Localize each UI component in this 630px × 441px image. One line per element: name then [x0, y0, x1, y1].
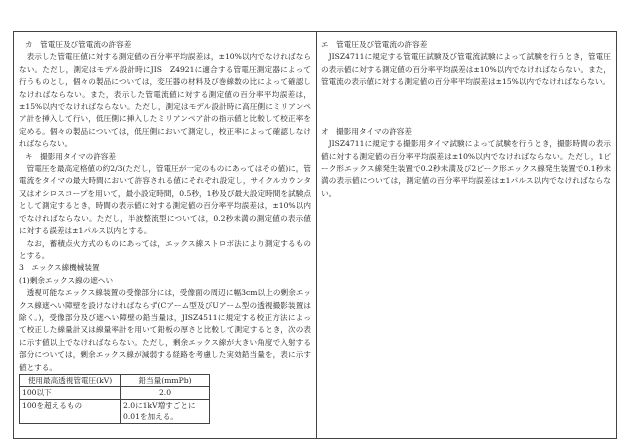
section-o-heading: オ 撮影用タイマの許容差 — [321, 126, 412, 136]
table-cell-lead: 2.0に1kV増すごとに0.01を加える。 — [121, 399, 210, 423]
right-column — [321, 39, 611, 200]
table-header-row — [20, 374, 210, 387]
spacer — [321, 113, 611, 125]
section-ki-note: なお，蓄積点火方式のものにあっては，エックス線ストロボ法により測定するものとする。 — [19, 238, 311, 260]
section-e-body: JISZ4711に規定する管電圧試験及び管電流試験によって試験を行うとき，管電圧の表示値に対する測定値の百分率平均誤差は±10%以内でなければならない。また，管電流の表示値に対する測定値の百分率平均誤差は±15%以内でなければならない。 — [321, 52, 611, 87]
spacer — [321, 101, 611, 113]
section-3-heading: 3 エックス線機械装置 — [19, 263, 100, 273]
table-cell-lead: 2.0 — [121, 387, 210, 400]
section-3-subheading: (1)剰余エックス線の遮へい — [19, 275, 114, 285]
section-e-heading: エ 管電圧及び管電流の許容差 — [321, 40, 428, 49]
section-3-body: 透視可能なエックス線装置の受像部分には，受像面の周辺に幅3cm以上の剰余エックス線遮へい障壁を設けなければならず(Cアーム型及びUアーム型の透視撮影装置は除く。)，受像部分及び遮へい障壁の鉛当量は，JISZ4511に規定する校正方法によって校正した線量計又は線量率計を用いて鉛板の厚さと比較して測定するとき，次の表に示す値以上でなければならない。ただし，剰余エックス線が大きい角度で入射する部分については，剰余エックス線が減弱する経路を考慮した実効鉛当量を，表に示す値とする。 — [19, 288, 311, 372]
section-o-body: JISZ4711に規定する撮影用タイマ試験によって試験を行うとき，撮影時間の表示値に対する測定値の百分率平均誤差は±10%以内でなければならない。ただし，1ピーク形エックス線発生装置で0.2秒未満及び2ピーク形エックス線発生装置で0.1秒未満の表示値については，測定値の百分率平均誤差は±1パルス以内でなければならない。 — [321, 139, 611, 198]
table-header-lead: 鉛当量(mmPb) — [121, 374, 210, 387]
left-column — [19, 39, 311, 424]
table-header-voltage: 使用最高透視管電圧(kV) — [20, 374, 121, 387]
table-row — [20, 399, 210, 423]
section-ka-body: 表示した管電圧値に対する測定値の百分率平均誤差は，±10%以内でなければならない。ただし，測定はモデル設計時にJIS Z4921に適合する管電圧測定器によって行うものとし，個々の製品については，変圧器の材料及び巻線数の比によって確認しなければならない。また，表示した管電流値に対する測定値の百分率平均誤差は，±15%以内でなければならない。ただし，測定はモデル設計時に高圧側にミリアンペア計を挿入して行い，低圧側に挿入したミリアンペア計の指示値と比較して校正率を定める。個々の製品については，低圧側において測定し，校正率によって確認しなければならない。 — [19, 52, 311, 149]
section-ki-heading: キ 撮影用タイマの許容差 — [25, 151, 116, 161]
table-row — [20, 387, 210, 400]
column-divider — [316, 31, 317, 439]
section-ki-body: 管電圧を最高定格値の約2/3(ただし，管電圧が一定のものにあってはその値)に，管電流をタイマの最大時間において許容される値にそれぞれ設定し，サイクルカウンタ又はオシロスコープを用いて，最小設定時間，0.5秒，1秒及び最大設定時間を試験点として測定するとき，時間の表示値に対する測定値の百分率平均誤差は，±10%以内でなければならない。ただし，半波整流型については，0.2秒未満の測定値の表示値に対する誤差は±1パルス以内とする。 — [19, 164, 311, 236]
lead-equivalent-table — [19, 374, 210, 424]
table-cell-voltage: 100以下 — [20, 387, 121, 400]
spacer — [321, 89, 611, 101]
table-cell-voltage: 100を超えるもの — [20, 399, 121, 423]
section-ka-heading: カ 管電圧及び管電流の許容差 — [25, 40, 132, 49]
